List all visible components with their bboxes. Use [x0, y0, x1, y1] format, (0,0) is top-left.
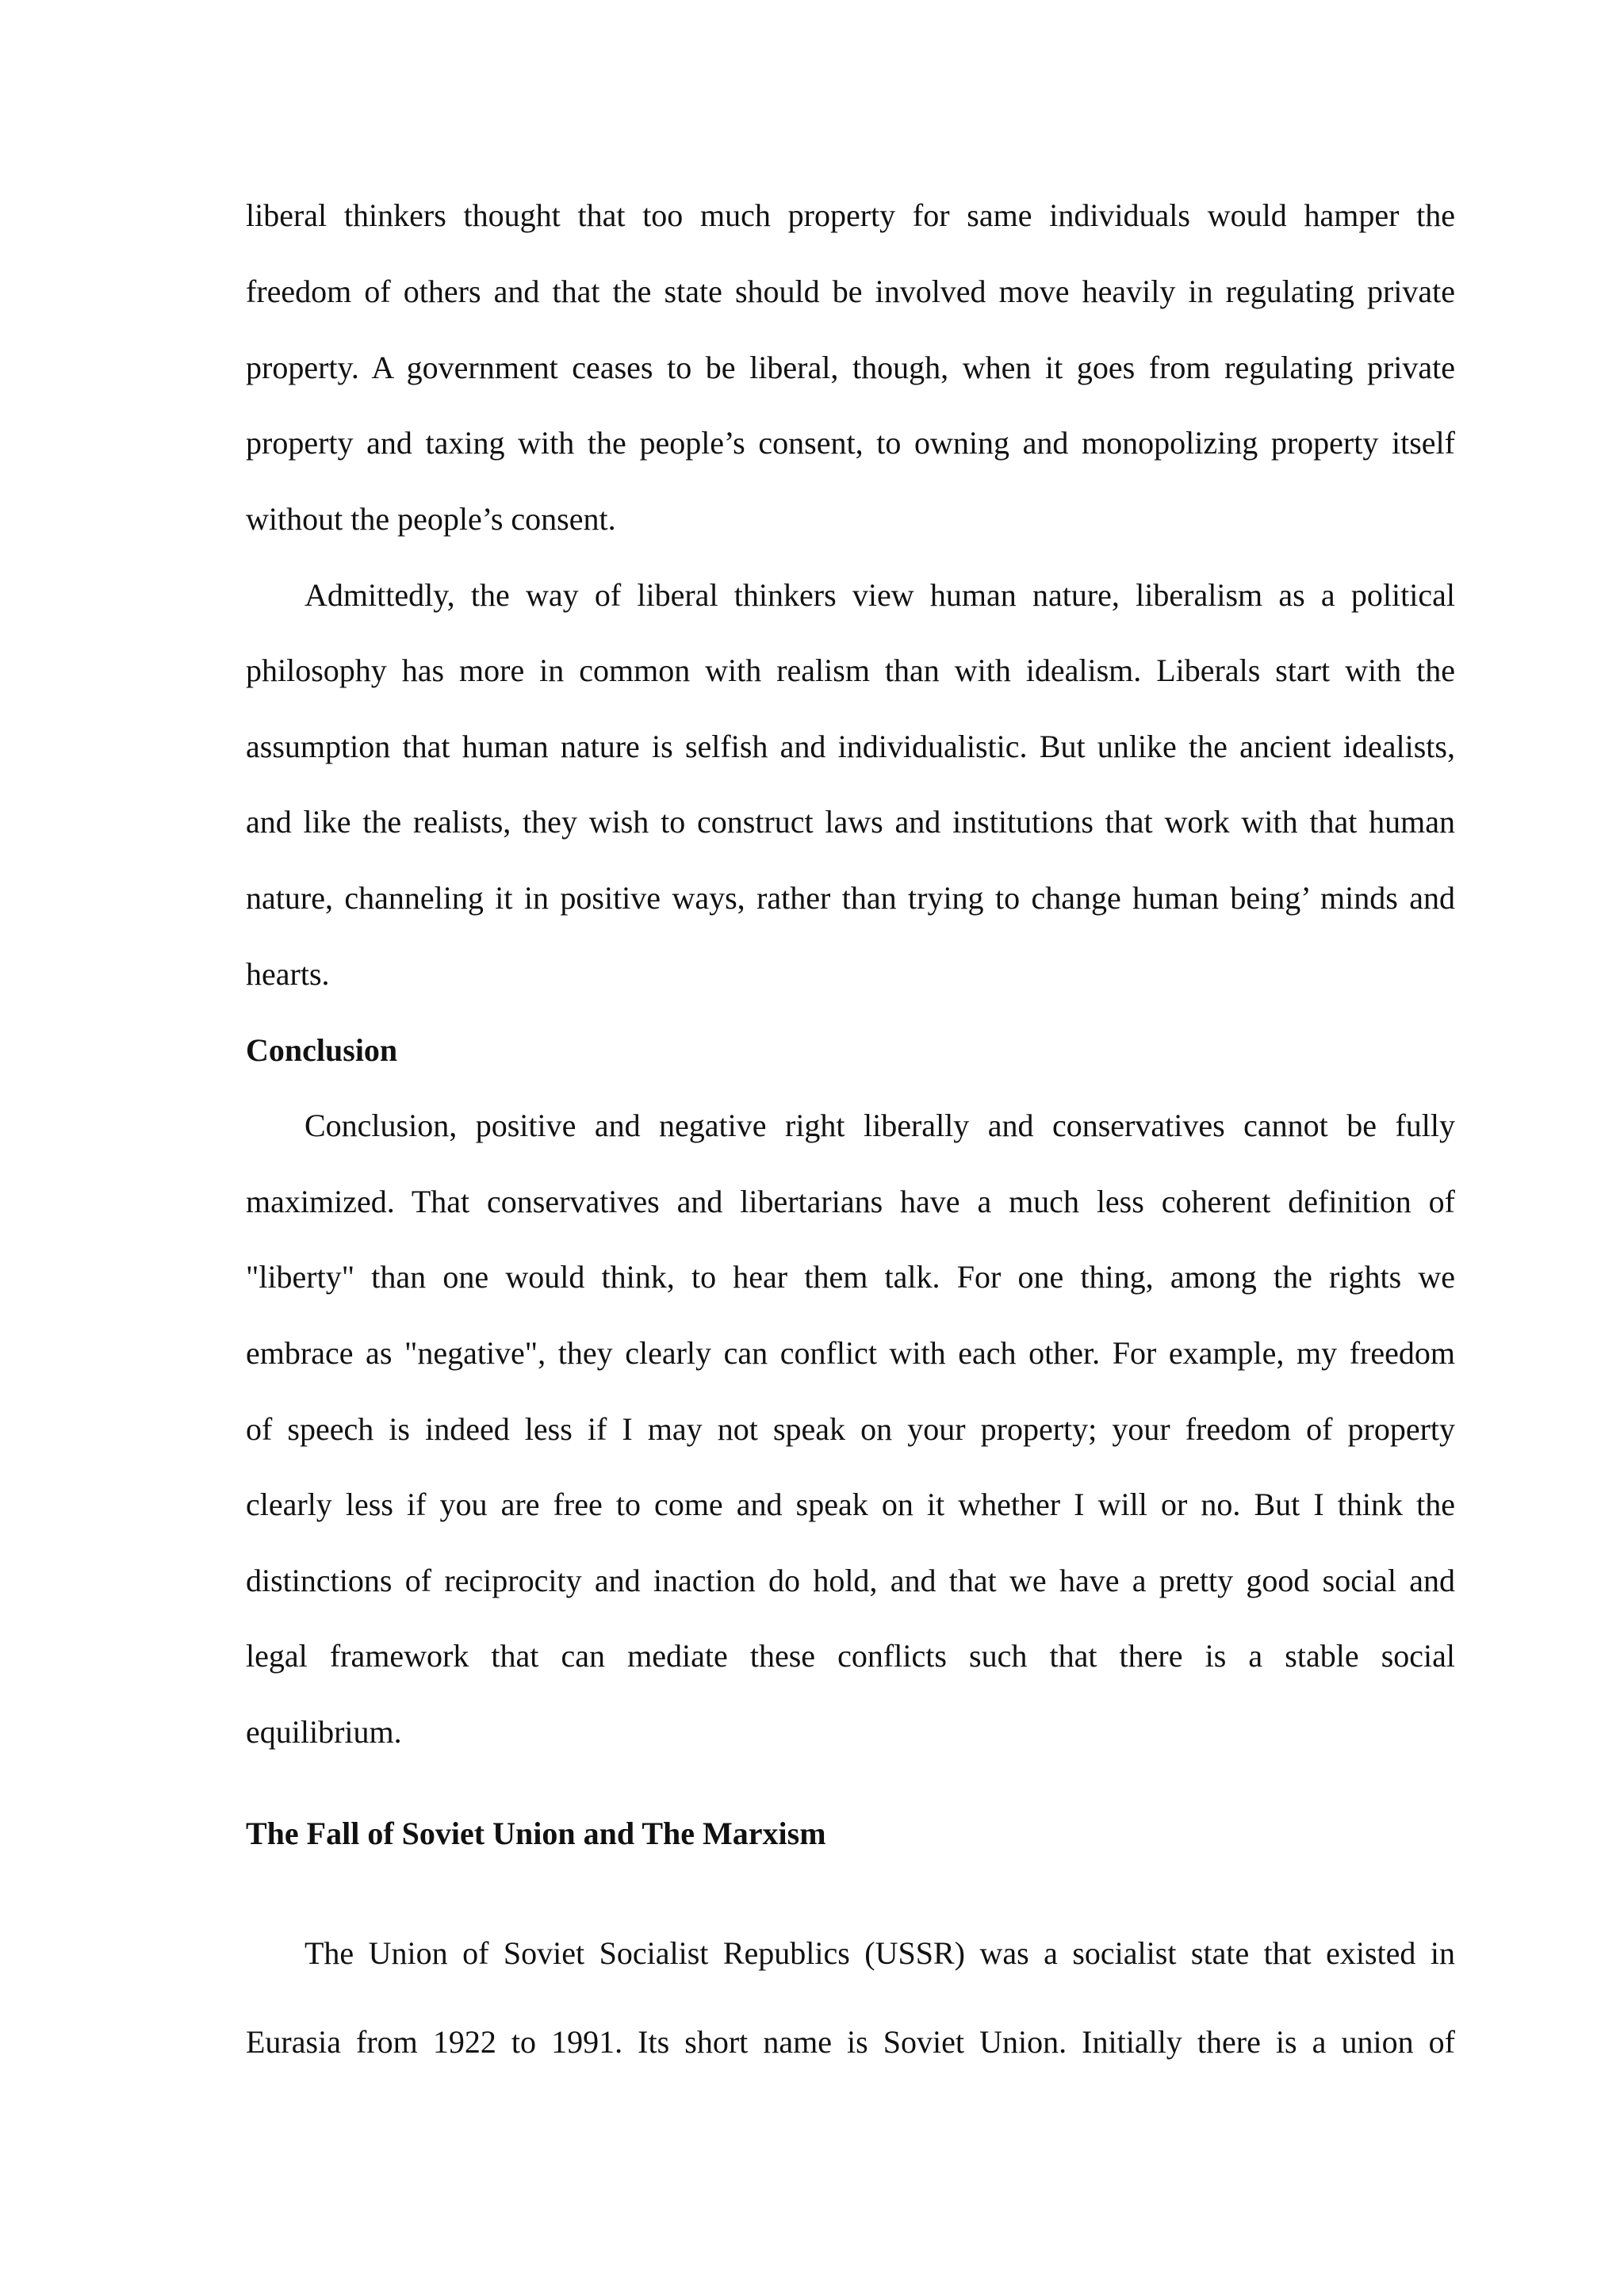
text-line: of speech is indeed less if I may not speak on your property; your freedom of property	[246, 1411, 1455, 1447]
text-line: equilibrium.	[246, 1714, 402, 1750]
text-line: hearts.	[246, 956, 330, 992]
text-line: liberal thinkers thought that too much property for same individuals would hamper the	[246, 197, 1455, 233]
text-line: embrace as "negative", they clearly can conflict with each other. For example, my freedom	[246, 1335, 1455, 1371]
text-line: maximized. That conservatives and libertarians have a much less coherent definition of	[246, 1184, 1455, 1219]
text-line: philosophy has more in common with realism than with idealism. Liberals start with the	[246, 652, 1455, 688]
text-line: without the people’s consent.	[246, 501, 616, 537]
section-heading-conclusion: Conclusion	[246, 1032, 398, 1068]
text-line: Admittedly, the way of liberal thinkers view human nature, liberalism as a political	[304, 577, 1455, 613]
text-line: "liberty" than one would think, to hear them talk. For one thing, among the rights we	[246, 1259, 1455, 1295]
text-line: Eurasia from 1922 to 1991. Its short name is Soviet Union. Initially there is a union of	[246, 2024, 1455, 2060]
text-line: Conclusion, positive and negative right liberally and conservatives cannot be fully	[304, 1108, 1455, 1143]
text-line: nature, channeling it in positive ways, rather than trying to change human being’ minds and	[246, 880, 1455, 916]
text-line: and like the realists, they wish to construct laws and institutions that work with that human	[246, 804, 1455, 840]
text-line: distinctions of reciprocity and inaction do hold, and that we have a pretty good social and	[246, 1563, 1455, 1598]
text-line: property. A government ceases to be liberal, though, when it goes from regulating private	[246, 350, 1455, 385]
text-line: freedom of others and that the state should be involved move heavily in regulating private	[246, 274, 1455, 309]
section-heading-soviet-union: The Fall of Soviet Union and The Marxism	[246, 1816, 826, 1851]
text-line: The Union of Soviet Socialist Republics (USSR) was a socialist state that existed in	[304, 1935, 1455, 1971]
text-line: property and taxing with the people’s consent, to owning and monopolizing property itself	[246, 425, 1455, 461]
text-line: clearly less if you are free to come and speak on it whether I will or no. But I think the	[246, 1487, 1455, 1522]
text-line: assumption that human nature is selfish and individualistic. But unlike the ancient idealists,	[246, 729, 1455, 764]
text-line: legal framework that can mediate these conflicts such that there is a stable social	[246, 1638, 1455, 1674]
